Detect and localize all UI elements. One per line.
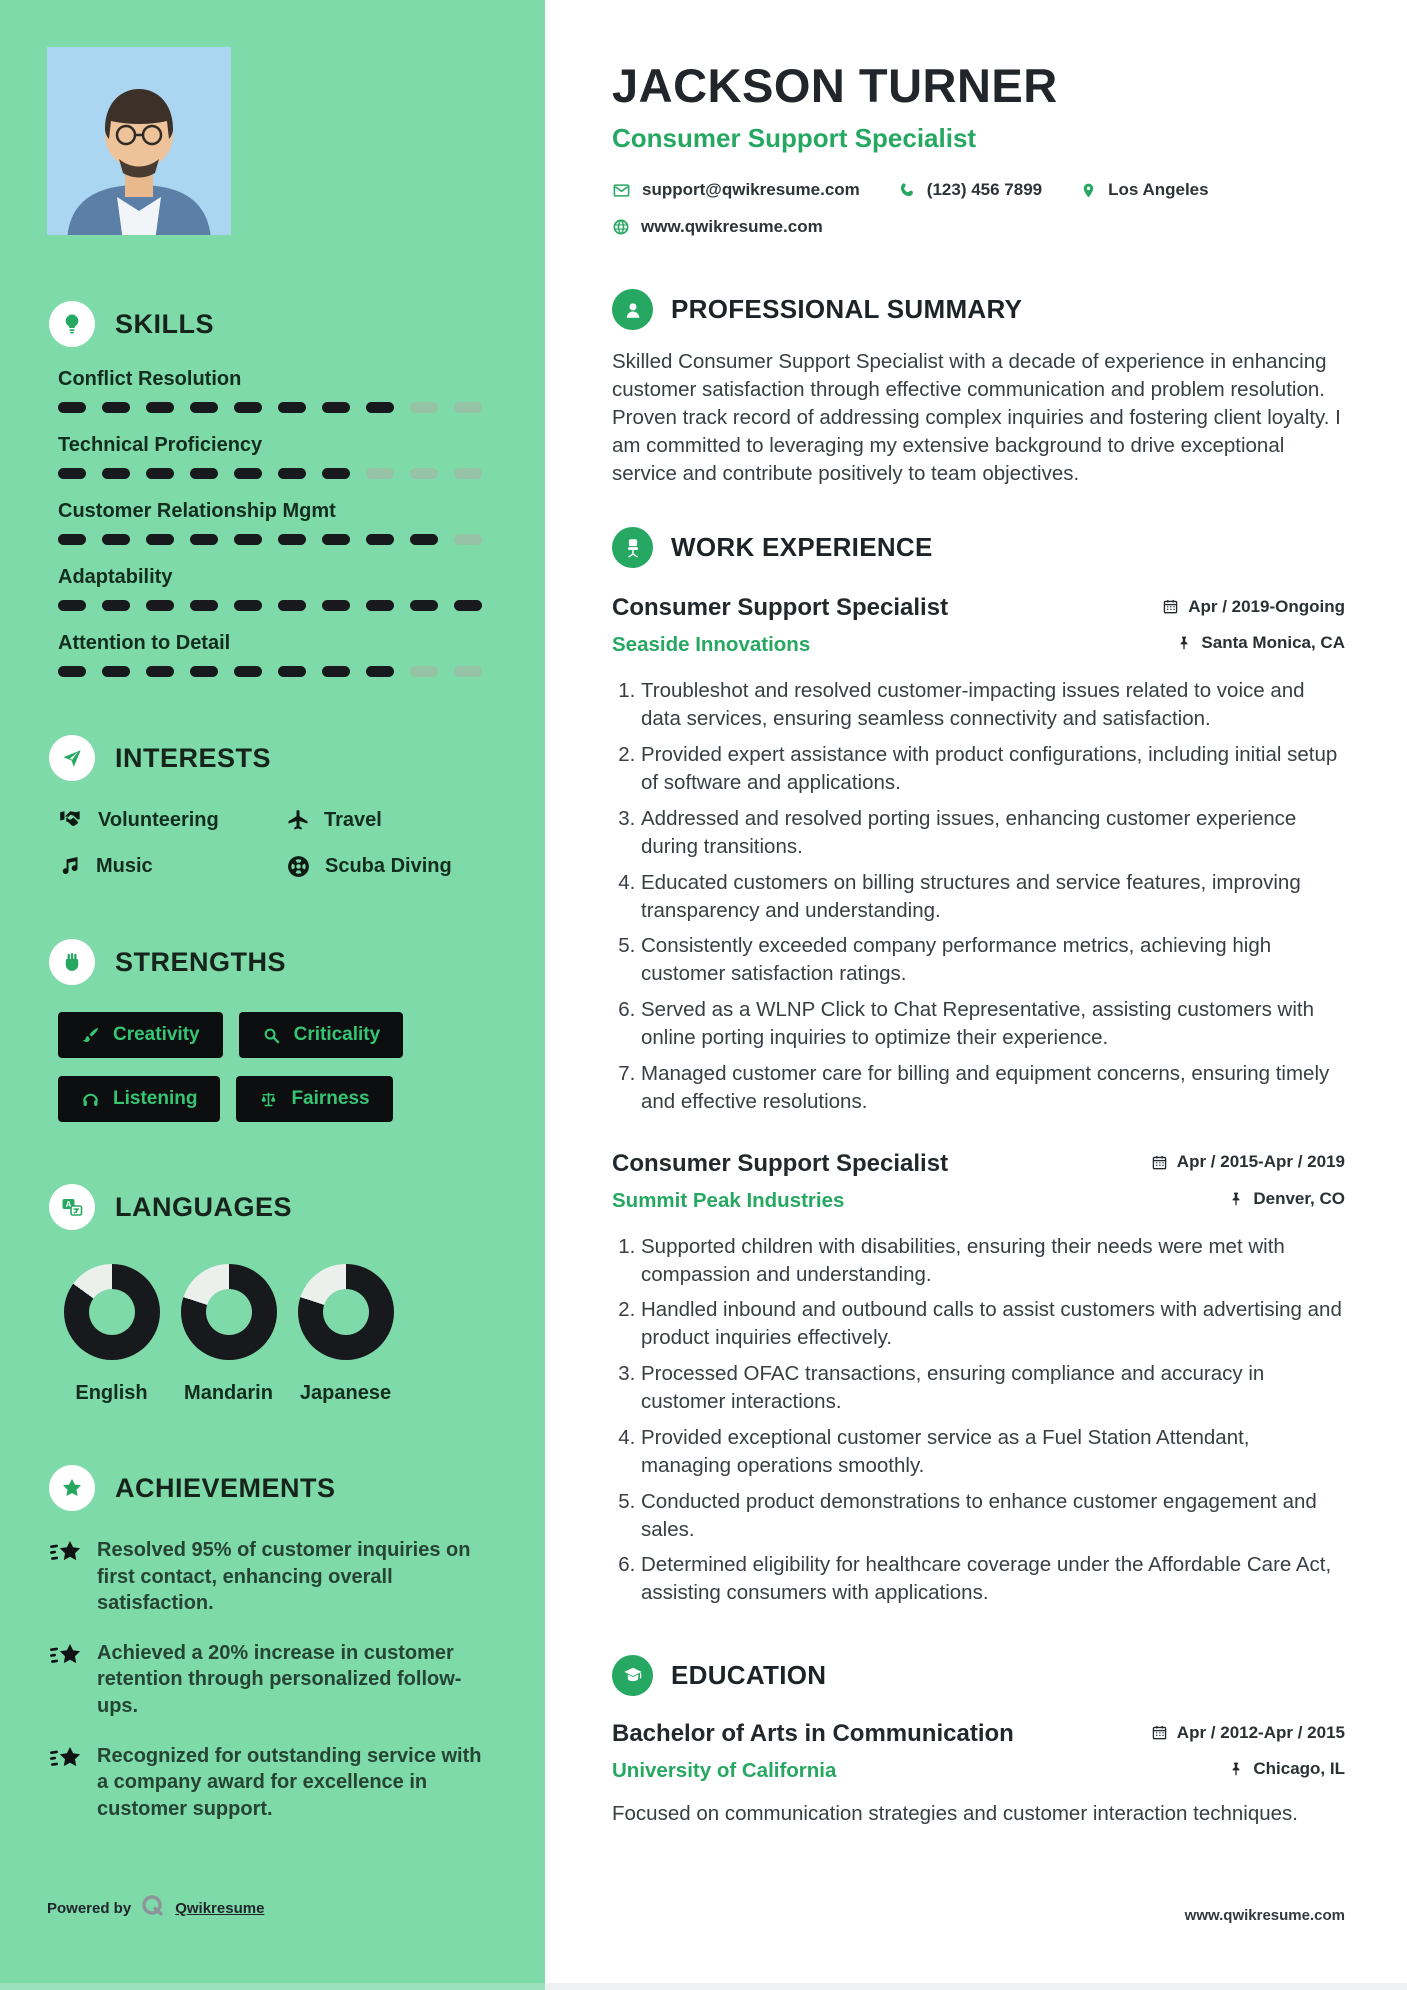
achievements-section xyxy=(47,1465,493,1822)
achievements-title: ACHIEVEMENTS xyxy=(115,1472,336,1503)
interest-item xyxy=(286,807,493,833)
contact-row-1 xyxy=(612,180,1345,200)
achievement-item xyxy=(50,1537,493,1617)
job-role: Consumer Support Specialist xyxy=(612,1149,949,1177)
contact-row-2 xyxy=(612,217,1345,237)
skill-level-bar xyxy=(58,600,492,611)
education-location xyxy=(1228,1759,1345,1779)
globe-icon xyxy=(612,218,630,236)
location-text: Los Angeles xyxy=(1108,180,1209,199)
language-item xyxy=(287,1264,404,1405)
music-note-icon xyxy=(58,855,82,879)
experience-title: WORK EXPERIENCE xyxy=(671,532,933,563)
education-dates-text: Apr / 2012-Apr / 2015 xyxy=(1176,1722,1345,1742)
job-entry xyxy=(612,1150,1345,1608)
footer-website: www.qwikresume.com xyxy=(1184,1907,1345,1924)
skill-level-bar xyxy=(58,468,492,479)
job-location-text: Denver, CO xyxy=(1253,1188,1345,1208)
language-label: Japanese xyxy=(299,1382,392,1404)
candidate-name: JACKSON TURNER xyxy=(612,59,1058,112)
strength-label: Listening xyxy=(113,1088,198,1109)
handshake-icon xyxy=(58,807,84,833)
skill-label: Technical Proficiency xyxy=(58,434,263,456)
education-dates xyxy=(1151,1723,1345,1743)
job-bullet: 2. Handled inbound and outbound calls to assist customers with advertising and product inquiries effectively. xyxy=(641,1296,1345,1352)
language-label: Mandarin xyxy=(184,1382,273,1404)
interest-item xyxy=(286,854,493,879)
pushpin-icon xyxy=(1228,1191,1244,1207)
summary-text: Skilled Consumer Support Specialist with a decade of experience in enhancing customer satisfaction through effective communication and problem resolution. Proven track record of addressing complex inquiries and fostering client loyalty. I am committed to leveraging my extensive background to drive exceptional service and contribute positively to team objectives. xyxy=(612,350,1341,485)
graduate-icon xyxy=(612,1655,653,1696)
languages-section xyxy=(47,1184,493,1405)
skill-item xyxy=(58,434,493,479)
website-item[interactable] xyxy=(612,217,823,237)
scales-icon xyxy=(259,1090,278,1109)
skill-item xyxy=(58,500,493,545)
candidate-title: Consumer Support Specialist xyxy=(612,123,977,153)
interest-label: Volunteering xyxy=(98,808,219,831)
interest-label: Travel xyxy=(324,808,382,831)
job-dates xyxy=(1162,597,1345,617)
school-name: University of California xyxy=(612,1759,837,1783)
job-bullet-list xyxy=(612,1233,1345,1608)
job-role: Consumer Support Specialist xyxy=(612,594,949,622)
job-location-text: Santa Monica, CA xyxy=(1201,633,1345,653)
language-donut-chart xyxy=(64,1264,160,1360)
job-bullet: 3. Addressed and resolved porting issues, enhancing customer experience during transitions. xyxy=(641,805,1345,861)
strength-label: Creativity xyxy=(113,1024,200,1045)
shooting-star-icon xyxy=(50,1745,84,1823)
qwikresume-logo-icon xyxy=(140,1893,166,1924)
powered-by-label: Powered by xyxy=(47,1900,132,1917)
qwikresume-link[interactable]: Qwikresume xyxy=(175,1900,265,1917)
skill-label: Adaptability xyxy=(58,566,173,588)
calendar-icon xyxy=(1151,1154,1168,1171)
translate-icon xyxy=(49,1184,95,1230)
skill-label: Attention to Detail xyxy=(58,632,231,654)
achievement-item xyxy=(50,1743,493,1823)
strength-pill-creativity[interactable] xyxy=(58,1012,223,1058)
job-company: Seaside Innovations xyxy=(612,633,811,657)
star-icon xyxy=(49,1465,95,1511)
strengths-title: STRENGTHS xyxy=(115,946,287,977)
summary-title: PROFESSIONAL SUMMARY xyxy=(671,294,1023,324)
skill-level-bar xyxy=(58,666,492,677)
magnifier-icon xyxy=(262,1026,281,1045)
job-dates-text: Apr / 2015-Apr / 2019 xyxy=(1176,1152,1345,1172)
strength-pill-fairness[interactable] xyxy=(236,1076,392,1122)
phone-text: (123) 456 7899 xyxy=(926,180,1043,199)
strength-pill-criticality[interactable] xyxy=(239,1012,404,1058)
lightbulb-icon xyxy=(49,301,95,347)
achievement-text: Achieved a 20% increase in customer retention through personalized follow-ups. xyxy=(97,1641,462,1717)
calendar-icon xyxy=(1151,1724,1168,1741)
job-dates xyxy=(1151,1152,1345,1172)
fist-icon xyxy=(49,939,95,985)
education-note: Focused on communication strategies and customer interaction techniques. xyxy=(612,1802,1298,1826)
job-location xyxy=(1176,633,1345,653)
interest-item xyxy=(58,854,286,879)
skills-title: SKILLS xyxy=(115,308,215,339)
sidebar xyxy=(0,0,545,1990)
pushpin-icon xyxy=(1228,1761,1244,1777)
lifebuoy-icon xyxy=(286,854,311,879)
email-text: support@qwikresume.com xyxy=(642,180,860,199)
skill-level-bar xyxy=(58,534,492,545)
skill-level-bar xyxy=(58,402,492,413)
phone-item[interactable] xyxy=(898,180,1042,200)
job-bullet: 1. Troubleshot and resolved customer-impacting issues related to voice and data services, ensuring seamless connectivity and satisfaction. xyxy=(641,677,1345,733)
interests-section xyxy=(47,735,493,879)
skill-item xyxy=(58,368,493,413)
job-bullet: 5. Consistently exceeded company performance metrics, achieving high customer satisfaction ratings. xyxy=(641,932,1345,988)
job-bullet: 1. Supported children with disabilities, ensuring their needs were met with compassion and understanding. xyxy=(641,1233,1345,1289)
page-bottom-edge xyxy=(0,1983,1407,1990)
strengths-section xyxy=(47,939,493,1122)
job-bullet: 6. Served as a WLNP Click to Chat Representative, assisting customers with online porting inquiries to optimize their experience. xyxy=(641,996,1345,1052)
interests-title: INTERESTS xyxy=(115,742,272,773)
paper-plane-icon xyxy=(49,735,95,781)
job-company: Summit Peak Industries xyxy=(612,1188,845,1212)
calendar-icon xyxy=(1162,598,1179,615)
website-text: www.qwikresume.com xyxy=(641,217,823,236)
job-dates-text: Apr / 2019-Ongoing xyxy=(1188,596,1345,616)
shooting-star-icon xyxy=(50,1642,84,1720)
person-portrait-illustration xyxy=(47,47,231,235)
powered-by-footer xyxy=(47,1893,264,1924)
headphones-icon xyxy=(81,1090,100,1109)
pushpin-icon xyxy=(1176,635,1192,651)
job-bullet-list xyxy=(612,677,1345,1115)
strength-pill-listening[interactable] xyxy=(58,1076,220,1122)
language-label: English xyxy=(75,1382,148,1404)
email-item[interactable] xyxy=(612,180,860,200)
experience-section xyxy=(612,527,1345,1607)
achievement-text: Recognized for outstanding service with a company award for excellence in customer support. xyxy=(97,1744,482,1820)
achievement-item xyxy=(50,1640,493,1720)
education-location-text: Chicago, IL xyxy=(1253,1759,1345,1779)
map-pin-icon xyxy=(1080,182,1097,199)
person-icon xyxy=(612,289,653,330)
job-bullet: 4. Provided exceptional customer service as a Fuel Station Attendant, managing operations smoothly. xyxy=(641,1424,1345,1480)
education-entry xyxy=(612,1720,1345,1828)
skill-label: Conflict Resolution xyxy=(58,368,242,390)
job-location xyxy=(1228,1189,1345,1209)
language-donut-chart xyxy=(181,1264,277,1360)
envelope-icon xyxy=(612,181,631,200)
education-title: EDUCATION xyxy=(671,1660,827,1691)
strength-label: Fairness xyxy=(291,1088,370,1109)
language-item xyxy=(53,1264,170,1405)
skill-item xyxy=(58,566,493,611)
paintbrush-icon xyxy=(81,1026,100,1045)
shooting-star-icon xyxy=(50,1539,84,1617)
language-donut-chart xyxy=(298,1264,394,1360)
strength-label: Criticality xyxy=(293,1024,381,1045)
interest-item xyxy=(58,807,286,833)
svg-text:A: A xyxy=(65,1200,72,1209)
skills-section xyxy=(47,301,493,677)
profile-photo xyxy=(47,47,231,235)
job-bullet: 3. Processed OFAC transactions, ensuring compliance and accuracy in customer interactions. xyxy=(641,1360,1345,1416)
job-bullet: 6. Determined eligibility for healthcare coverage under the Affordable Care Act, assisting consumers with applications. xyxy=(641,1551,1345,1607)
summary-section xyxy=(612,289,1345,487)
phone-icon xyxy=(898,181,916,199)
interest-label: Scuba Diving xyxy=(325,855,452,877)
job-bullet: 2. Provided expert assistance with product configurations, including initial setup of software and applications. xyxy=(641,741,1345,797)
job-bullet: 7. Managed customer care for billing and equipment concerns, ensuring timely and effective resolutions. xyxy=(641,1060,1345,1116)
languages-title: LANGUAGES xyxy=(115,1191,293,1222)
office-chair-icon xyxy=(612,527,653,568)
main-column xyxy=(545,0,1407,1990)
plane-icon xyxy=(286,808,310,832)
interest-label: Music xyxy=(96,855,153,877)
education-section xyxy=(612,1655,1345,1828)
job-bullet: 5. Conducted product demonstrations to enhance customer engagement and sales. xyxy=(641,1488,1345,1544)
achievement-text: Resolved 95% of customer inquiries on first contact, enhancing overall satisfaction. xyxy=(97,1539,471,1615)
location-item xyxy=(1080,180,1208,200)
job-bullet: 4. Educated customers on billing structures and service features, improving transparency and understanding. xyxy=(641,869,1345,925)
skill-item xyxy=(58,632,493,677)
skill-label: Customer Relationship Mgmt xyxy=(58,500,336,522)
degree-name: Bachelor of Arts in Communication xyxy=(612,1720,1014,1748)
job-entry xyxy=(612,594,1345,1115)
language-item xyxy=(170,1264,287,1405)
